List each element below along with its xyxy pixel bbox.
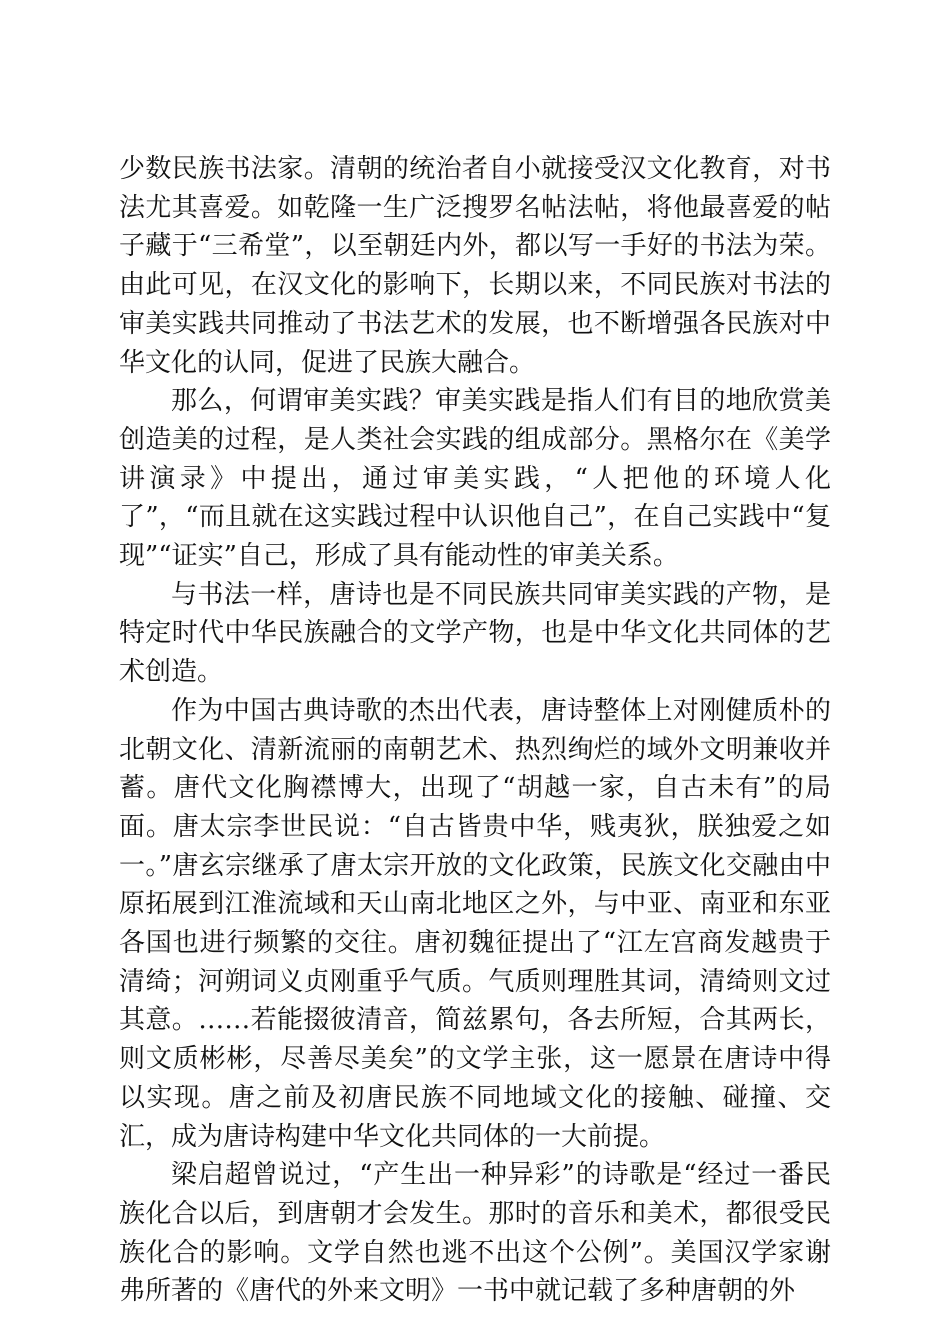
paragraph-aesthetic-practice: 那么，何谓审美实践？审美实践是指人们有目的地欣赏美创造美的过程，是人类社会实践的组成部分。黑格尔在《美学讲演录》中提出，通过审美实践，“人把他的环境人化了”，“而且就在这实践过程中认识他自己”，在自己实践中“复现”“证实”自己，形成了具有能动性的审美关系。 — [119, 386, 831, 572]
paragraph-tang-poetry-intro: 与书法一样，唐诗也是不同民族共同审美实践的产物，是特定时代中华民族融合的文学产物，也是中华文化共同体的艺术创造。 — [119, 579, 831, 688]
document-body — [119, 150, 831, 1311]
paragraph-tang-culture: 作为中国古典诗歌的杰出代表，唐诗整体上对刚健质朴的北朝文化、清新流丽的南朝艺术、热烈绚烂的域外文明兼收并蓄。唐代文化胸襟博大，出现了“胡越一家，自古未有”的局面。唐太宗李世民说：“自古皆贵中华，贱夷狄，朕独爱之如一。”唐玄宗继承了唐太宗开放的文化政策，民族文化交融由中原拓展到江淮流域和天山南北地区之外，与中亚、南亚和东亚各国也进行频繁的交往。唐初魏征提出了“江左宫商发越贵于清绮；河朔词义贞刚重乎气质。气质则理胜其词，清绮则文过其意。……若能掇彼清音，简兹累句，各去所短，合其两长，则文质彬彬，尽善尽美矣”的文学主张，这一愿景在唐诗中得以实现。唐之前及初唐民族不同地域文化的接触、碰撞、交汇，成为唐诗构建中华文化共同体的一大前提。 — [119, 695, 831, 1152]
paragraph-liang-qichao: 梁启超曾说过，“产生出一种异彩”的诗歌是“经过一番民族化合以后，到唐朝才会发生。那时的音乐和美术，都很受民族化合的影响。文学自然也逃不出这个公例”。美国汉学家谢弗所著的《唐代的外来文明》一书中就记载了多种唐朝的外 — [119, 1160, 831, 1307]
paragraph-continued: 少数民族书法家。清朝的统治者自小就接受汉文化教育，对书法尤其喜爱。如乾隆一生广泛搜罗名帖法帖，将他最喜爱的帖子藏于“三希堂”，以至朝廷内外，都以写一手好的书法为荣。由此可见，在汉文化的影响下，长期以来，不同民族对书法的审美实践共同推动了书法艺术的发展，也不断增强各民族对中华文化的认同，促进了民族大融合。 — [119, 154, 831, 378]
